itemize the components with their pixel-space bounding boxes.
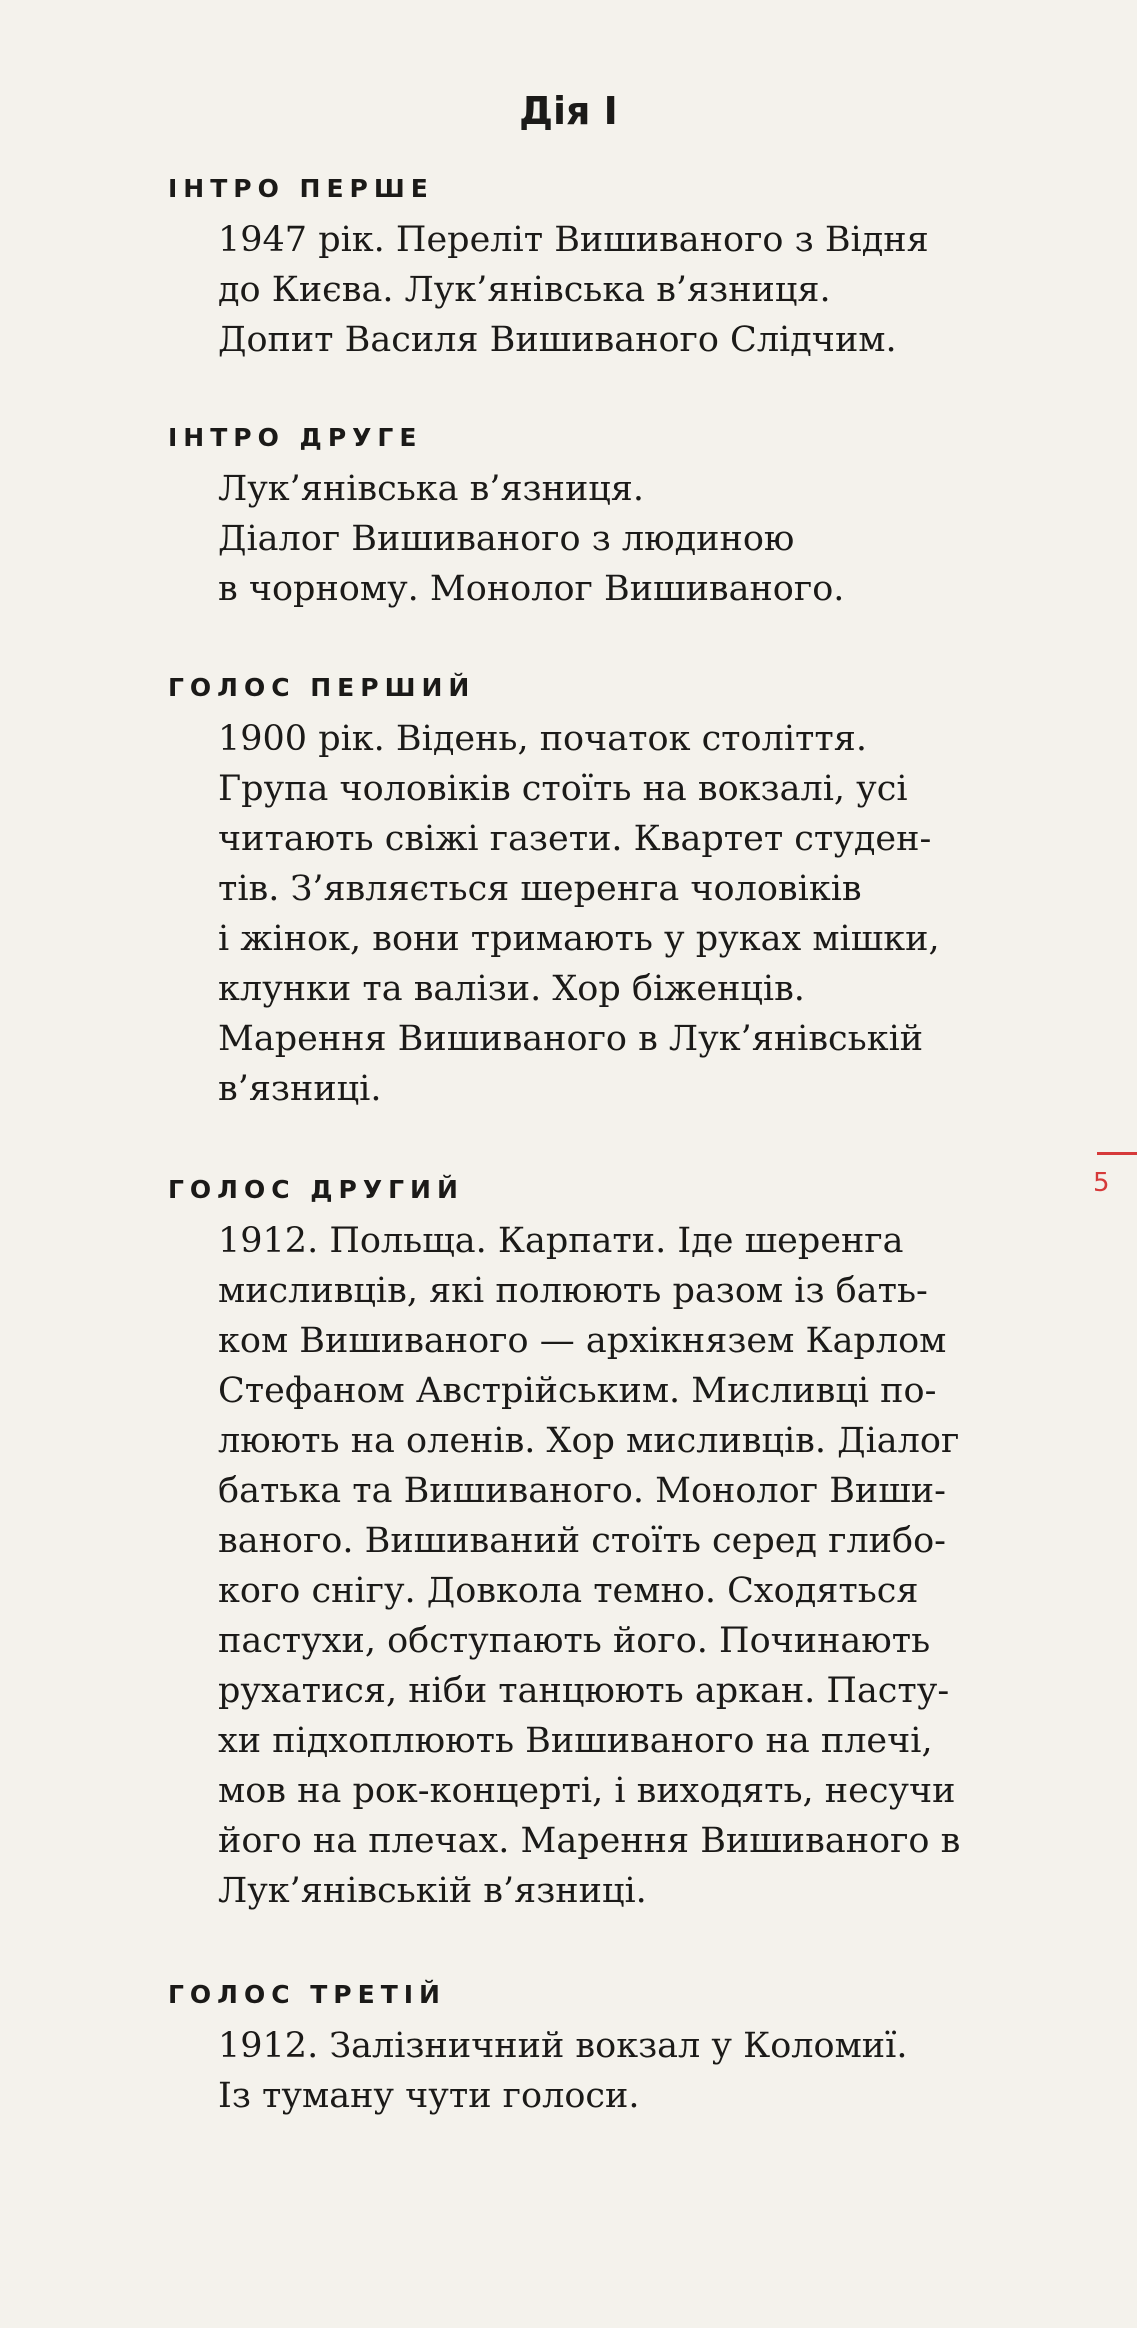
section-heading: ГОЛОС ПЕРШИЙ [168,673,476,702]
section-heading: ІНТРО ПЕРШЕ [168,174,434,203]
text-line: ком Вишиваного — архікнязем Карлом [218,1321,947,1361]
section-voice-second [168,1177,1048,1916]
text-line: в чорному. Монолог Вишиваного. [218,569,845,609]
text-line: кого снігу. Довкола темно. Сходяться [218,1571,919,1611]
section-heading: ІНТРО ДРУГЕ [168,423,423,452]
page-number: 5 [1093,1168,1110,1198]
text-line: 1947 рік. Переліт Вишиваного з Відня [218,220,929,260]
text-line: ваного. Вишиваний стоїть серед глибо- [218,1521,946,1561]
text-line: мов на рок-концерті, і виходять, несучи [218,1771,956,1811]
text-line: 1900 рік. Відень, початок століття. [218,719,867,759]
text-line: Діалог Вишиваного з людиною [218,519,795,559]
section-body [218,1216,1098,1916]
text-line: в’язниці. [218,1069,382,1109]
text-line: люють на оленів. Хор мисливців. Діалог [218,1421,960,1461]
text-line: пастухи, обступають його. Починають [218,1621,931,1661]
text-line: 1912. Польща. Карпати. Іде шеренга [218,1221,904,1261]
text-line: мисливців, які полюють разом із бать- [218,1271,928,1311]
section-intro-first [168,176,1048,365]
text-line: Лук’янівська в’язниця. [218,469,644,509]
section-heading: ГОЛОС ДРУГИЙ [168,1175,464,1204]
section-body [218,2021,1098,2121]
act-title: Дія І [519,89,618,133]
text-line: 1912. Залізничний вокзал у Коломиї. [218,2026,908,2066]
section-intro-second [168,425,1048,614]
text-line: Група чоловіків стоїть на вокзалі, усі [218,769,908,809]
section-voice-first [168,675,1048,1114]
text-line: тів. З’являється шеренга чоловіків [218,869,862,909]
section-body [218,215,1098,365]
text-line: рухатися, ніби танцюють аркан. Пасту- [218,1671,950,1711]
text-line: читають свіжі газети. Квартет студен- [218,819,932,859]
text-line: Лук’янівській в’язниці. [218,1871,647,1911]
text-line: хи підхоплюють Вишиваного на плечі, [218,1721,933,1761]
text-line: до Києва. Лук’янівська в’язниця. [218,270,831,310]
page-marker-line [1097,1152,1137,1155]
text-line: батька та Вишиваного. Монолог Виши- [218,1471,946,1511]
text-line: його на плечах. Марення Вишиваного в [218,1821,961,1861]
section-voice-third [168,1982,1048,2121]
text-line: і жінок, вони тримають у руках мішки, [218,919,940,959]
text-line: Стефаном Австрійським. Мисливці по- [218,1371,937,1411]
text-line: Допит Василя Вишиваного Слідчим. [218,320,897,360]
section-body [218,464,1098,614]
text-line: клунки та валізи. Хор біженців. [218,969,805,1009]
text-line: Марення Вишиваного в Лук’янівській [218,1019,924,1059]
section-heading: ГОЛОС ТРЕТІЙ [168,1980,446,2009]
text-line: Із туману чути голоси. [218,2076,640,2116]
section-body [218,714,1098,1114]
